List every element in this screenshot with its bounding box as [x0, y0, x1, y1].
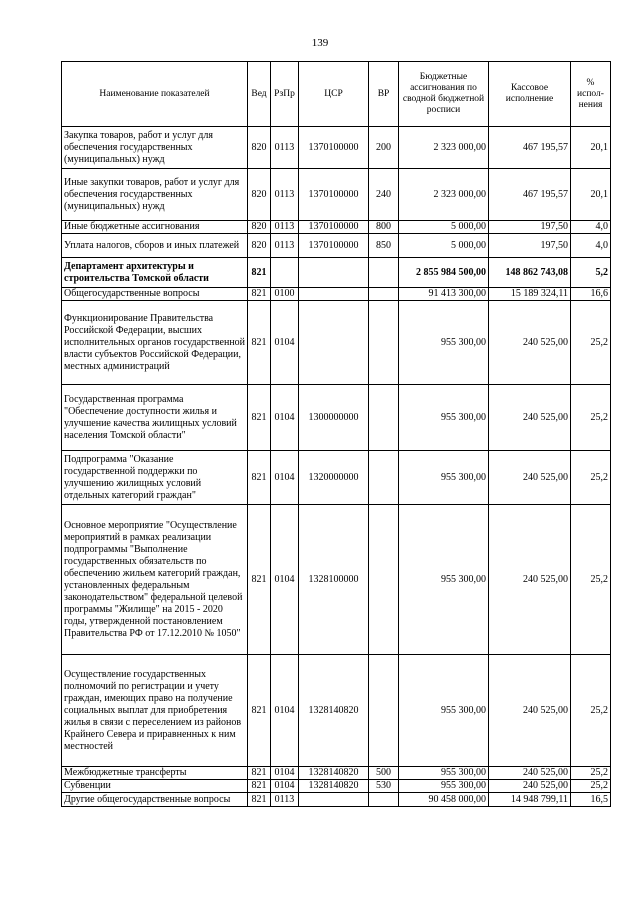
cell-pct: 25,2 — [571, 385, 611, 451]
cell-name: Департамент архитектуры и строительства Томской области — [62, 258, 248, 288]
table-row — [62, 288, 611, 301]
table-row — [62, 169, 611, 221]
cell-kass: 240 525,00 — [489, 767, 571, 780]
cell-name: Осуществление государственных полномочий по регистрации и учету граждан, имеющих право на получение социальных выплат для приобретения жилья в связи с переселением из районов Крайнего Севера и приравненных к ним местностей — [62, 655, 248, 767]
cell-ved: 821 — [248, 301, 271, 385]
cell-ved: 821 — [248, 655, 271, 767]
cell-name: Закупка товаров, работ и услуг для обеспечения государственных (муниципальных) нужд — [62, 127, 248, 169]
cell-kass: 240 525,00 — [489, 780, 571, 793]
cell-ved: 821 — [248, 288, 271, 301]
cell-csr: 1370100000 — [299, 127, 369, 169]
cell-ved: 820 — [248, 221, 271, 234]
cell-rzpr: 0113 — [271, 127, 299, 169]
cell-budget: 955 300,00 — [399, 301, 489, 385]
table-row — [62, 780, 611, 793]
cell-budget: 2 323 000,00 — [399, 127, 489, 169]
cell-vr — [369, 451, 399, 505]
cell-rzpr: 0104 — [271, 505, 299, 655]
cell-name: Функционирование Правительства Российской Федерации, высших исполнительных органов государственной власти субъектов Российской Федерации, местных администраций — [62, 301, 248, 385]
cell-pct: 25,2 — [571, 505, 611, 655]
cell-budget: 2 323 000,00 — [399, 169, 489, 221]
budget-table — [61, 61, 611, 807]
cell-ved: 821 — [248, 505, 271, 655]
cell-budget: 5 000,00 — [399, 221, 489, 234]
cell-budget: 90 458 000,00 — [399, 793, 489, 807]
cell-rzpr: 0104 — [271, 655, 299, 767]
cell-csr: 1300000000 — [299, 385, 369, 451]
header-rzpr: РзПр — [271, 62, 299, 127]
header-vr: ВР — [369, 62, 399, 127]
cell-kass: 197,50 — [489, 221, 571, 234]
cell-vr: 500 — [369, 767, 399, 780]
cell-name: Основное мероприятие "Осуществление мероприятий в рамках реализации подпрограммы "Выполнение государственных обязательств по обеспечению жильем категорий граждан, установленных федеральным законодательством" федеральной целевой программы "Жилище" на 2015 - 2020 годы, утвержденной постановлением Правительства РФ от 17.12.2010 № 1050" — [62, 505, 248, 655]
cell-kass: 240 525,00 — [489, 451, 571, 505]
cell-kass: 467 195,57 — [489, 169, 571, 221]
table-row — [62, 505, 611, 655]
cell-csr — [299, 793, 369, 807]
cell-rzpr: 0113 — [271, 221, 299, 234]
cell-pct: 25,2 — [571, 780, 611, 793]
cell-ved: 820 — [248, 169, 271, 221]
cell-csr — [299, 301, 369, 385]
cell-csr: 1328140820 — [299, 655, 369, 767]
cell-vr: 200 — [369, 127, 399, 169]
cell-name: Иные бюджетные ассигнования — [62, 221, 248, 234]
cell-vr: 530 — [369, 780, 399, 793]
cell-csr: 1328140820 — [299, 780, 369, 793]
cell-rzpr — [271, 258, 299, 288]
table-row — [62, 258, 611, 288]
cell-rzpr: 0104 — [271, 301, 299, 385]
cell-pct: 25,2 — [571, 767, 611, 780]
cell-name: Другие общегосударственные вопросы — [62, 793, 248, 807]
table-row — [62, 655, 611, 767]
cell-vr — [369, 258, 399, 288]
cell-budget: 5 000,00 — [399, 234, 489, 258]
header-budget: Бюджетные ассигнования по сводной бюджетной росписи — [399, 62, 489, 127]
cell-kass: 240 525,00 — [489, 301, 571, 385]
cell-kass: 467 195,57 — [489, 127, 571, 169]
cell-name: Подпрограмма "Оказание государственной поддержки по улучшению жилищных условий отдельных категорий граждан" — [62, 451, 248, 505]
cell-pct: 16,6 — [571, 288, 611, 301]
header-kass: Кассовое исполнение — [489, 62, 571, 127]
cell-rzpr: 0113 — [271, 169, 299, 221]
cell-rzpr: 0113 — [271, 234, 299, 258]
cell-pct: 4,0 — [571, 234, 611, 258]
cell-vr — [369, 301, 399, 385]
cell-budget: 955 300,00 — [399, 451, 489, 505]
cell-kass: 240 525,00 — [489, 385, 571, 451]
header-ved: Вед — [248, 62, 271, 127]
cell-ved: 821 — [248, 793, 271, 807]
cell-ved: 821 — [248, 780, 271, 793]
cell-vr — [369, 655, 399, 767]
cell-kass: 240 525,00 — [489, 505, 571, 655]
table-row — [62, 451, 611, 505]
cell-pct: 25,2 — [571, 451, 611, 505]
table-row — [62, 385, 611, 451]
table-row — [62, 221, 611, 234]
table-header — [62, 62, 611, 127]
cell-budget: 2 855 984 500,00 — [399, 258, 489, 288]
cell-csr — [299, 288, 369, 301]
cell-vr: 800 — [369, 221, 399, 234]
header-pct: % испол-нения — [571, 62, 611, 127]
cell-ved: 821 — [248, 451, 271, 505]
table-row — [62, 301, 611, 385]
cell-name: Общегосударственные вопросы — [62, 288, 248, 301]
cell-name: Государственная программа "Обеспечение доступности жилья и улучшение качества жилищных условий населения Томской области" — [62, 385, 248, 451]
cell-ved: 820 — [248, 234, 271, 258]
table-row — [62, 234, 611, 258]
cell-kass: 240 525,00 — [489, 655, 571, 767]
cell-csr: 1370100000 — [299, 234, 369, 258]
cell-csr: 1370100000 — [299, 169, 369, 221]
cell-vr — [369, 288, 399, 301]
cell-kass: 15 189 324,11 — [489, 288, 571, 301]
cell-budget: 955 300,00 — [399, 767, 489, 780]
table-body — [62, 127, 611, 807]
table-row — [62, 793, 611, 807]
cell-csr: 1328100000 — [299, 505, 369, 655]
cell-pct: 20,1 — [571, 127, 611, 169]
header-csr: ЦСР — [299, 62, 369, 127]
cell-kass: 14 948 799,11 — [489, 793, 571, 807]
cell-kass: 148 862 743,08 — [489, 258, 571, 288]
cell-vr — [369, 793, 399, 807]
cell-csr — [299, 258, 369, 288]
cell-budget: 955 300,00 — [399, 505, 489, 655]
cell-rzpr: 0104 — [271, 451, 299, 505]
cell-csr: 1320000000 — [299, 451, 369, 505]
cell-pct: 25,2 — [571, 301, 611, 385]
cell-ved: 821 — [248, 385, 271, 451]
cell-ved: 821 — [248, 258, 271, 288]
header-row — [62, 62, 611, 127]
cell-rzpr: 0104 — [271, 780, 299, 793]
cell-rzpr: 0104 — [271, 767, 299, 780]
cell-csr: 1328140820 — [299, 767, 369, 780]
cell-pct: 20,1 — [571, 169, 611, 221]
cell-rzpr: 0100 — [271, 288, 299, 301]
cell-vr — [369, 505, 399, 655]
cell-name: Межбюджетные трансферты — [62, 767, 248, 780]
cell-budget: 955 300,00 — [399, 655, 489, 767]
table-row — [62, 767, 611, 780]
cell-vr: 850 — [369, 234, 399, 258]
cell-kass: 197,50 — [489, 234, 571, 258]
cell-budget: 955 300,00 — [399, 780, 489, 793]
cell-pct: 16,5 — [571, 793, 611, 807]
cell-rzpr: 0104 — [271, 385, 299, 451]
cell-vr: 240 — [369, 169, 399, 221]
cell-ved: 821 — [248, 767, 271, 780]
cell-name: Субвенции — [62, 780, 248, 793]
cell-budget: 955 300,00 — [399, 385, 489, 451]
cell-ved: 820 — [248, 127, 271, 169]
cell-rzpr: 0113 — [271, 793, 299, 807]
cell-name: Уплата налогов, сборов и иных платежей — [62, 234, 248, 258]
cell-pct: 5,2 — [571, 258, 611, 288]
cell-pct: 25,2 — [571, 655, 611, 767]
cell-budget: 91 413 300,00 — [399, 288, 489, 301]
page-number: 139 — [311, 37, 329, 49]
cell-name: Иные закупки товаров, работ и услуг для обеспечения государственных (муниципальных) нужд — [62, 169, 248, 221]
cell-vr — [369, 385, 399, 451]
table-row — [62, 127, 611, 169]
header-name: Наименование показателей — [62, 62, 248, 127]
cell-csr: 1370100000 — [299, 221, 369, 234]
cell-pct: 4,0 — [571, 221, 611, 234]
